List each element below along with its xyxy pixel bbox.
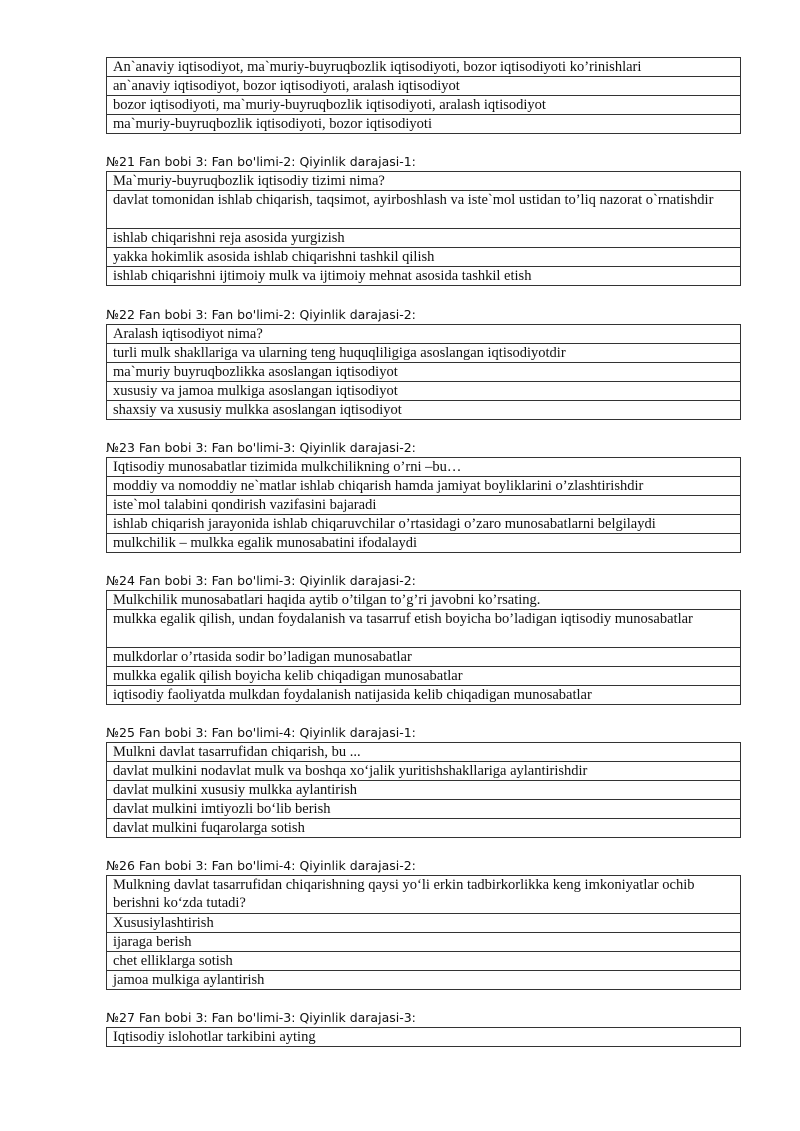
question-row — [107, 743, 741, 762]
question-header: №27 Fan bobi 3: Fan bo'limi-3: Qiyinlik darajasi-3: — [106, 1010, 416, 1025]
answer-row — [107, 686, 741, 705]
answer-row — [107, 800, 741, 819]
answer-row — [107, 477, 741, 496]
answer-row — [107, 667, 741, 686]
answer-option: xususiy va jamoa mulkiga asoslangan iqtisodiyot — [107, 382, 741, 401]
answer-row — [107, 248, 741, 267]
answer-option: ishlab chiqarish jarayonida ishlab chiqaruvchilar o’rtasidagi o’zaro munosabatlarni belgilaydi — [107, 515, 741, 534]
answer-correct: moddiy va nomoddiy ne`matlar ishlab chiqarish hamda jamiyat boyliklarini o’zlashtirishdir — [107, 477, 741, 496]
question-text: Aralash iqtisodiyot nima? — [107, 325, 741, 344]
question-text: Mulkning davlat tasarrufidan chiqarishning qaysi yo‘li erkin tadbirkorlikka keng imkoniyatlar ochib berishni ko‘zda tutadi? — [107, 876, 741, 914]
question-table — [106, 875, 741, 990]
answer-correct: turli mulk shakllariga va ularning teng huquqliligiga asoslangan iqtisodiyotdir — [107, 344, 741, 363]
answer-row — [107, 382, 741, 401]
answer-row — [107, 363, 741, 382]
answer-option: davlat mulkini imtiyozli bo‘lib berish — [107, 800, 741, 819]
answer-correct: davlat tomonidan ishlab chiqarish, taqsimot, ayirboshlash va iste`mol ustidan to’liq nazorat o`rnatishdir — [107, 191, 741, 229]
answer-row — [107, 515, 741, 534]
answer-row — [107, 762, 741, 781]
answer-option: iste`mol talabini qondirish vazifasini bajaradi — [107, 496, 741, 515]
question-table — [106, 590, 741, 705]
answer-option: ma`muriy buyruqbozlikka asoslangan iqtisodiyot — [107, 363, 741, 382]
question-row — [107, 458, 741, 477]
question-table — [106, 457, 741, 553]
answer-row — [107, 933, 741, 952]
answer-option: chet elliklarga sotish — [107, 952, 741, 971]
question-table — [106, 57, 741, 134]
question-table — [106, 324, 741, 420]
question-header: №26 Fan bobi 3: Fan bo'limi-4: Qiyinlik darajasi-2: — [106, 858, 416, 873]
question-header: №24 Fan bobi 3: Fan bo'limi-3: Qiyinlik darajasi-2: — [106, 573, 416, 588]
answer-option: ishlab chiqarishni ijtimoiy mulk va ijtimoiy mehnat asosida tashkil etish — [107, 267, 741, 286]
answer-row — [107, 96, 741, 115]
question-header: №21 Fan bobi 3: Fan bo'limi-2: Qiyinlik darajasi-1: — [106, 154, 416, 169]
question-text: Iqtisodiy munosabatlar tizimida mulkchilikning o’rni –bu… — [107, 458, 741, 477]
answer-option: mulkka egalik qilish boyicha kelib chiqadigan munosabatlar — [107, 667, 741, 686]
answer-row — [107, 115, 741, 134]
question-text: Mulkchilik munosabatlari haqida aytib o’tilgan to’g’ri javobni ko’rsating. — [107, 591, 741, 610]
question-table — [106, 1027, 741, 1047]
question-row — [107, 58, 741, 77]
answer-option: ishlab chiqarishni reja asosida yurgizish — [107, 229, 741, 248]
answer-option: shaxsiy va xususiy mulkka asoslangan iqtisodiyot — [107, 401, 741, 420]
answer-row — [107, 819, 741, 838]
answer-option: ma`muriy-buyruqbozlik iqtisodiyoti, bozor iqtisodiyoti — [107, 115, 741, 134]
answer-option: davlat mulkini fuqarolarga sotish — [107, 819, 741, 838]
question-row — [107, 591, 741, 610]
answer-correct: an`anaviy iqtisodiyot, bozor iqtisodiyoti, aralash iqtisodiyot — [107, 77, 741, 96]
question-table — [106, 171, 741, 286]
answer-row — [107, 191, 741, 229]
answer-row — [107, 952, 741, 971]
question-header: №23 Fan bobi 3: Fan bo'limi-3: Qiyinlik darajasi-2: — [106, 440, 416, 455]
answer-row — [107, 77, 741, 96]
answer-row — [107, 229, 741, 248]
question-header: №22 Fan bobi 3: Fan bo'limi-2: Qiyinlik darajasi-2: — [106, 307, 416, 322]
question-table — [106, 742, 741, 838]
question-text: Iqtisodiy islohotlar tarkibini ayting — [107, 1028, 741, 1047]
answer-option: iqtisodiy faoliyatda mulkdan foydalanish natijasida kelib chiqadigan munosabatlar — [107, 686, 741, 705]
answer-row — [107, 267, 741, 286]
answer-correct: mulkka egalik qilish, undan foydalanish va tasarruf etish boyicha bo’ladigan iqtisodiy munosabatlar — [107, 610, 741, 648]
answer-row — [107, 914, 741, 933]
question-header: №25 Fan bobi 3: Fan bo'limi-4: Qiyinlik darajasi-1: — [106, 725, 416, 740]
answer-option: davlat mulkini xususiy mulkka aylantirish — [107, 781, 741, 800]
answer-row — [107, 971, 741, 990]
question-text: Ma`muriy-buyruqbozlik iqtisodiy tizimi nima? — [107, 172, 741, 191]
answer-option: mulkdorlar o’rtasida sodir bo’ladigan munosabatlar — [107, 648, 741, 667]
question-text: An`anaviy iqtisodiyot, ma`muriy-buyruqbozlik iqtisodiyoti, bozor iqtisodiyoti ko’rinishlari — [107, 58, 741, 77]
answer-correct: Xususiylashtirish — [107, 914, 741, 933]
question-row — [107, 172, 741, 191]
answer-option: bozor iqtisodiyoti, ma`muriy-buyruqbozlik iqtisodiyoti, aralash iqtisodiyot — [107, 96, 741, 115]
answer-row — [107, 534, 741, 553]
answer-row — [107, 610, 741, 648]
question-row — [107, 876, 741, 914]
answer-option: yakka hokimlik asosida ishlab chiqarishni tashkil qilish — [107, 248, 741, 267]
answer-row — [107, 781, 741, 800]
question-row — [107, 325, 741, 344]
answer-option: mulkchilik – mulkka egalik munosabatini ifodalaydi — [107, 534, 741, 553]
question-row — [107, 1028, 741, 1047]
answer-row — [107, 648, 741, 667]
question-text: Mulkni davlat tasarrufidan chiqarish, bu ... — [107, 743, 741, 762]
answer-row — [107, 496, 741, 515]
answer-correct: davlat mulkini nodavlat mulk va boshqa xo‘jalik yuritishshakllariga aylantirishdir — [107, 762, 741, 781]
answer-row — [107, 344, 741, 363]
answer-row — [107, 401, 741, 420]
answer-option: jamoa mulkiga aylantirish — [107, 971, 741, 990]
answer-option: ijaraga berish — [107, 933, 741, 952]
